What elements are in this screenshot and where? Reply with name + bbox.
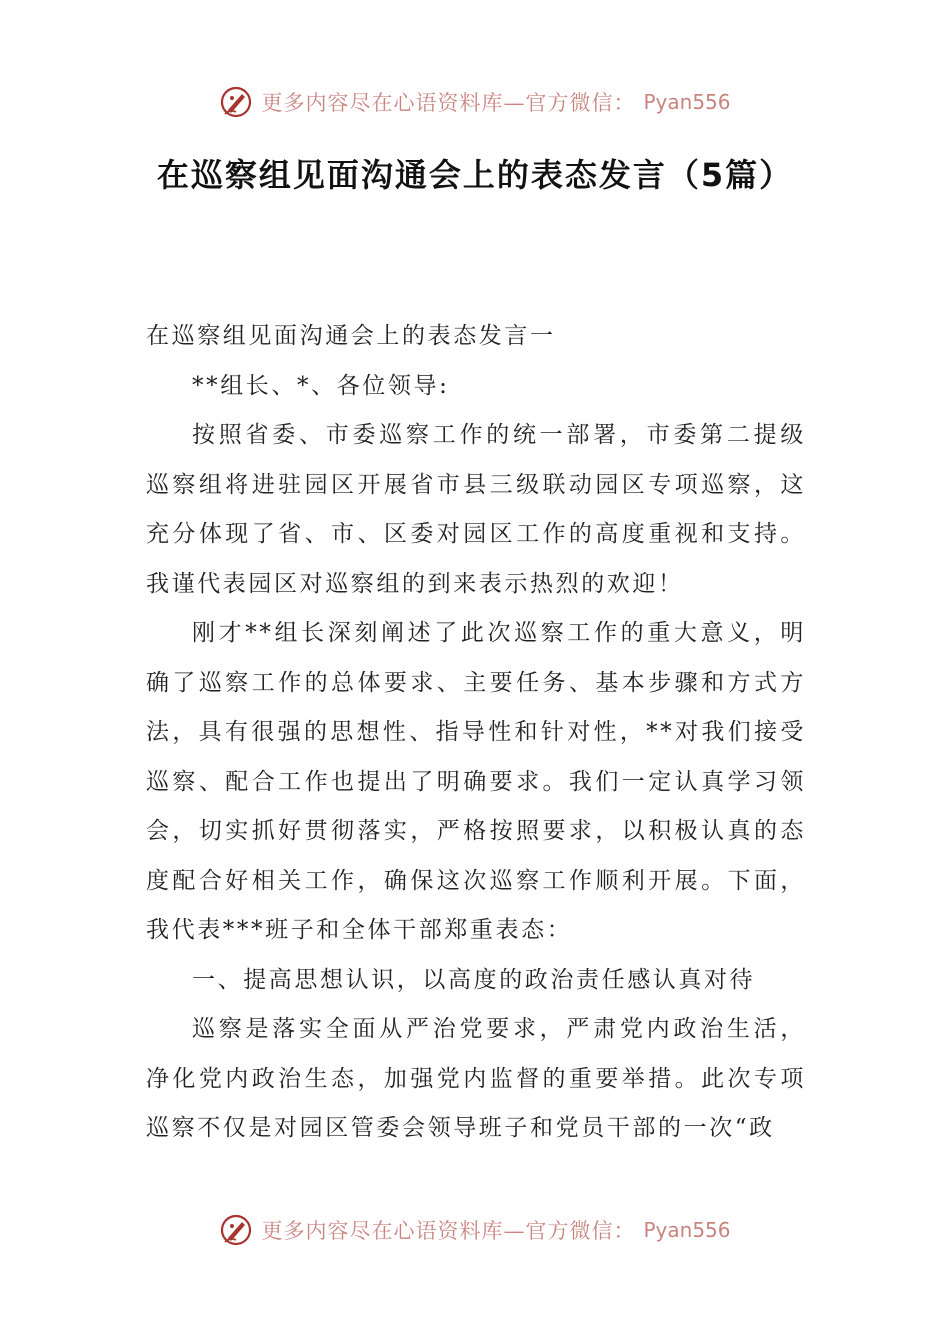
paragraph: 按照省委、市委巡察工作的统一部署，市委第二提级巡察组将进驻园区开展省市县三级联动园区专项巡察，这充分体现了省、市、区委对园区工作的高度重视和支持。我谨代表园区对巡察组的到来表示热烈的欢迎！ <box>146 422 806 597</box>
subheading: 一、提高思想认识，以高度的政治责任感认真对待 <box>192 966 756 993</box>
footer-banner-contact: Pyan556 <box>643 1218 731 1242</box>
pen-circle-icon <box>219 85 253 119</box>
pen-circle-icon <box>219 1213 253 1247</box>
header-banner-text: 更多内容尽在心语资料库—官方微信： <box>261 91 636 115</box>
footer-banner-text: 更多内容尽在心语资料库—官方微信： <box>261 1219 636 1243</box>
section-heading: 在巡察组见面沟通会上的表态发言一 <box>146 323 556 349</box>
paragraph: 刚才**组长深刻阐述了此次巡察工作的重大意义，明确了巡察工作的总体要求、主要任务、基本步骤和方式方法，具有很强的思想性、指导性和针对性，**对我们接受巡察、配合工作也提出了明确要求。我们一定认真学习领会，切实抓好贯彻落实，严格按照要求，以积极认真的态度配合好相关工作，确保这次巡察工作顺利开展。下面，我代表***班子和全体干部郑重表态： <box>146 620 806 943</box>
paragraph: 巡察是落实全面从严治党要求，严肃党内政治生活，净化党内政治生态，加强党内监督的重要举措。此次专项巡察不仅是对园区管委会领导班子和党员干部的一次“政 <box>146 1016 806 1141</box>
document-body <box>146 312 806 1154</box>
salutation: **组长、*、各位领导: <box>192 372 450 399</box>
header-banner-contact: Pyan556 <box>643 90 731 114</box>
document-title: 在巡察组见面沟通会上的表态发言（5篇） <box>156 156 794 194</box>
header-banner <box>0 82 950 122</box>
footer-banner <box>0 1210 950 1250</box>
